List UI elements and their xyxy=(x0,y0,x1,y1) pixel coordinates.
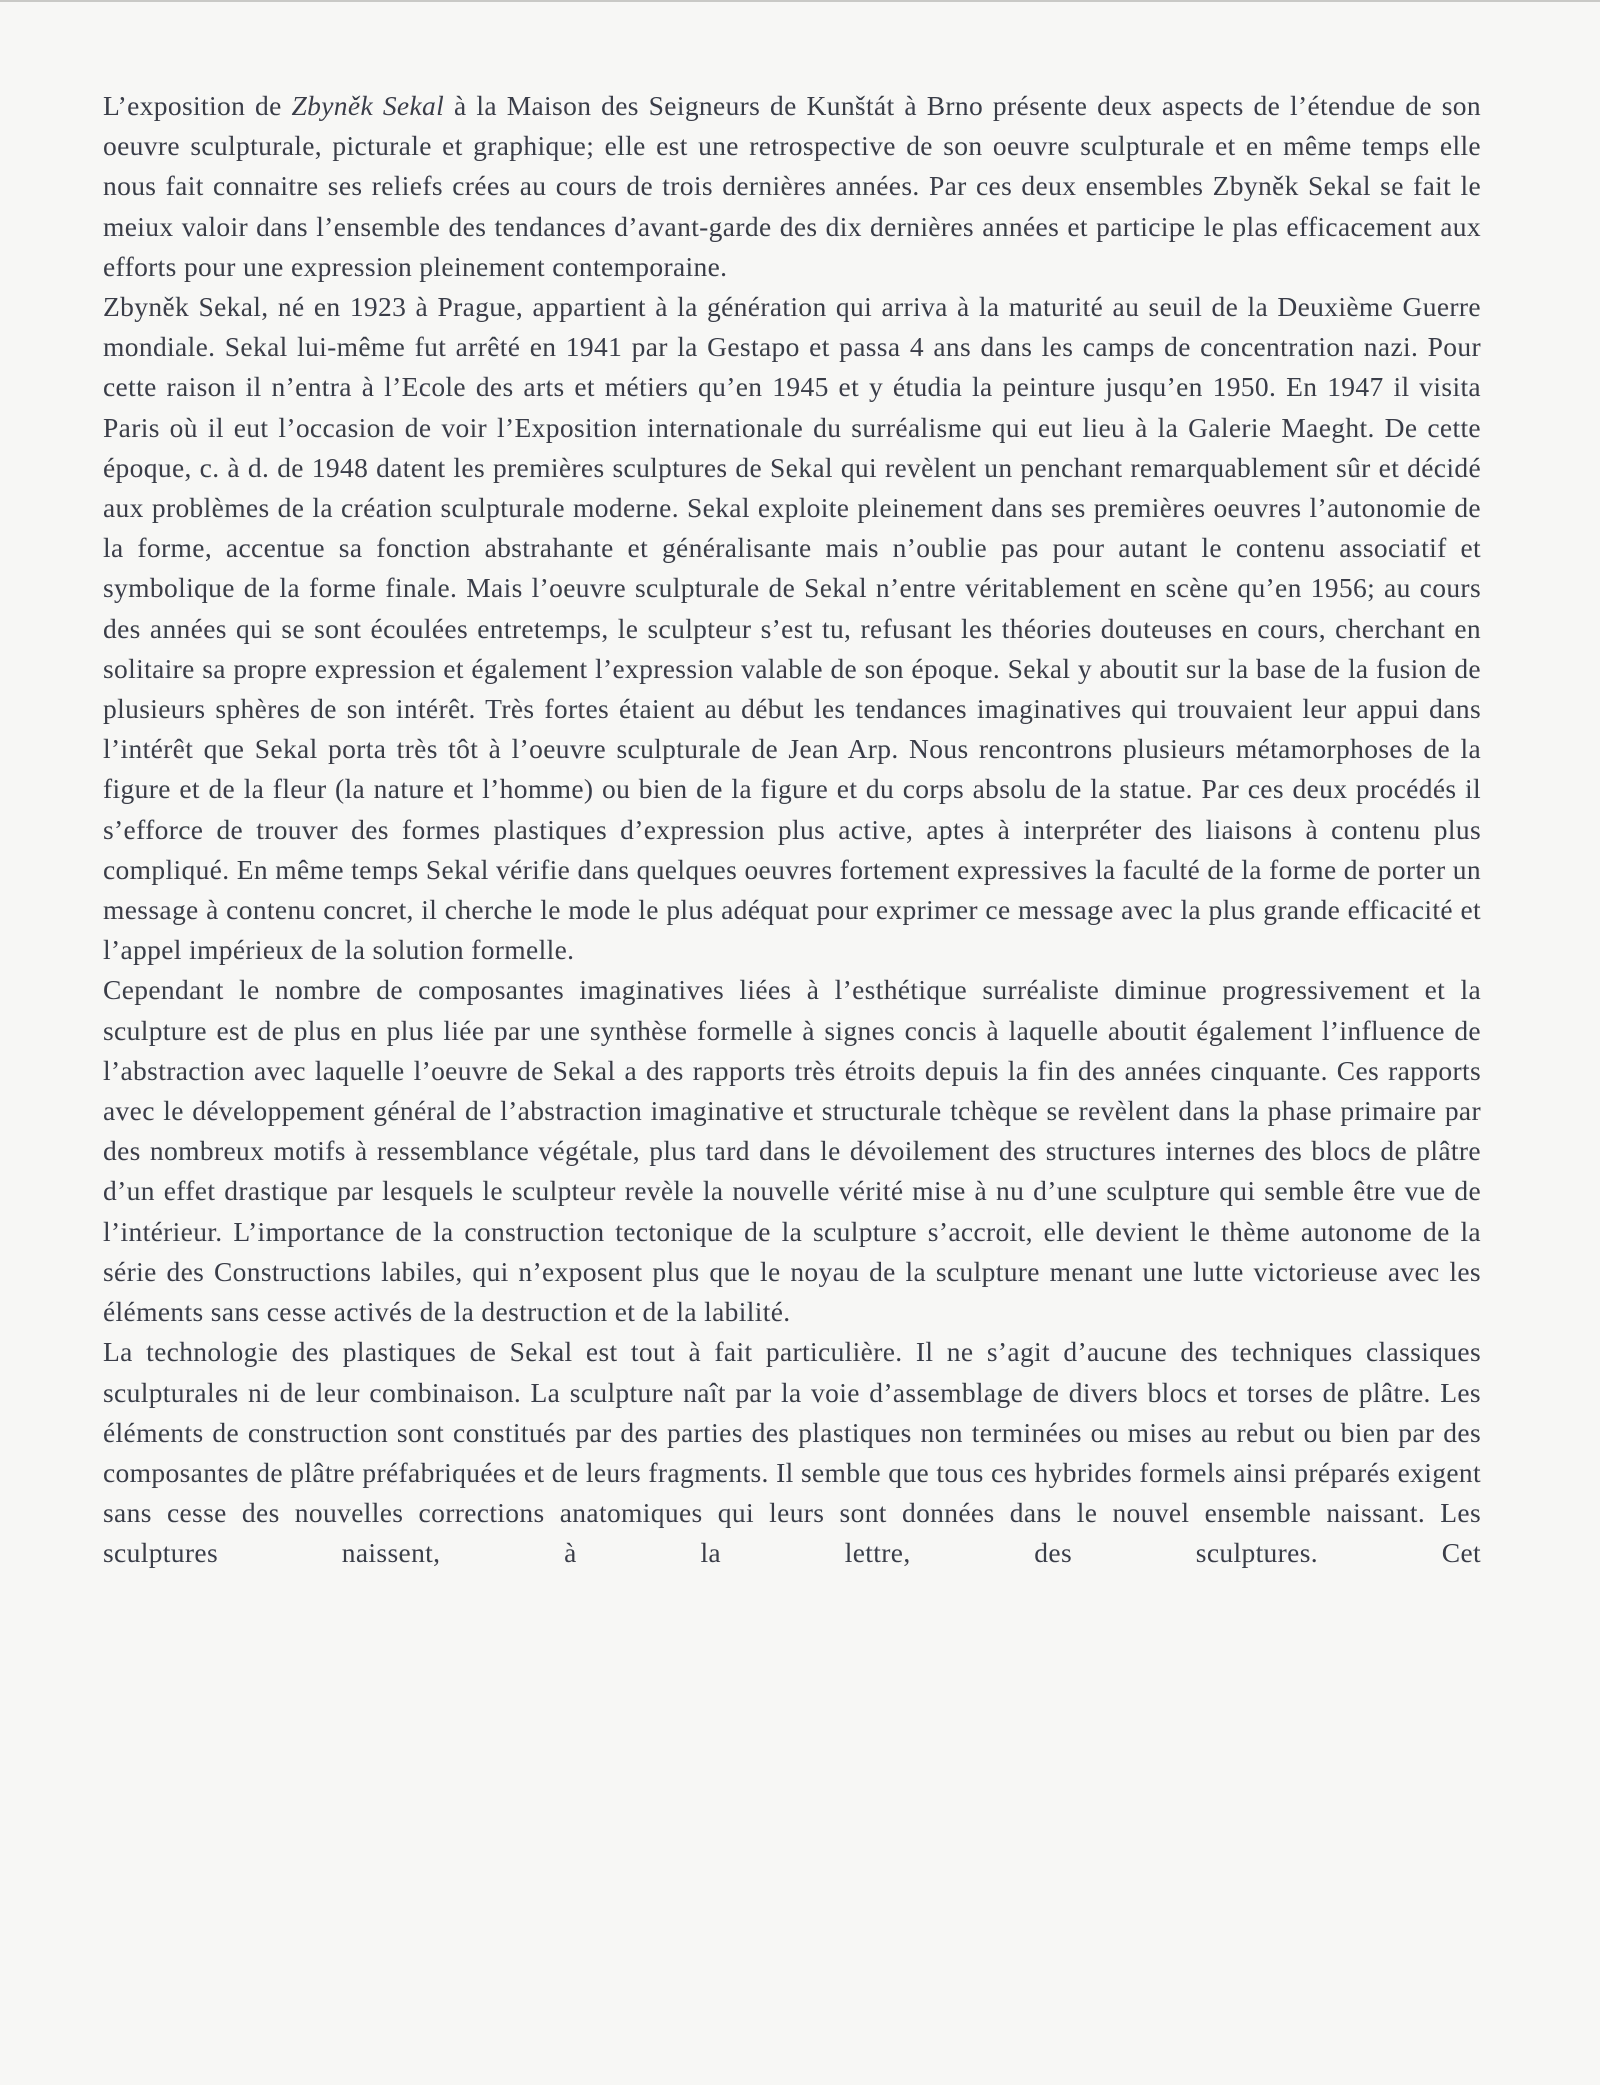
intro-text-rest: à la Maison des Seigneurs de Kunštát à Brno présente deux aspects de l’étendue de son oeuvre sculpturale, picturale et graphique; elle est une retrospective de son oeuvre sculpturale et en même temps elle nous fait connaitre ses reliefs crées au cours de trois dernières années. Par ces deux ensembles Zbyněk Sekal se fait le meiux valoir dans l’ensemble des tendances d’avant-garde des dix dernières années et participe le plas efficacement aux efforts pour une expression pleinement contemporaine. xyxy=(103,90,1481,282)
article-body xyxy=(103,86,1481,1574)
paragraph-abstraction: Cependant le nombre de composantes imaginatives liées à l’esthétique surréaliste diminue progressivement et la sculpture est de plus en plus liée par une synthèse formelle à signes concis à laquelle aboutit également l’influence de l’abstraction avec laquelle l’oeuvre de Sekal a des rapports très étroits depuis la fin des années cinquante. Ces rapports avec le développement général de l’abstraction imaginative et structurale tchèque se revèlent dans la phase primaire par des nombreux motifs à ressemblance végétale, plus tard dans le dévoilement des structures internes des blocs de plâtre d’un effet drastique par lesquels le sculpteur revèle la nouvelle vérité mise à nu d’une sculpture qui semble être vue de l’intérieur. L’importance de la construction tectonique de la sculpture s’accroit, elle devient le thème autonome de la série des Constructions labiles, qui n’exposent plus que le noyau de la sculpture menant une lutte victorieuse avec les éléments sans cesse activés de la destruction et de la labilité. xyxy=(103,974,1481,1328)
top-edge-rule xyxy=(0,0,1600,2)
artist-name-italic: Zbyněk Sekal xyxy=(291,90,445,121)
intro-text-start: L’exposition de xyxy=(103,90,292,121)
paragraph-technology: La technologie des plastiques de Sekal est tout à fait particulière. Il ne s’agit d’aucune des techniques classiques sculpturales ni de leur combinaison. La sculpture naît par la voie d’assemblage de divers blocs et torses de plâtre. Les éléments de construction sont constitués par des parties des plastiques non terminées ou mises au rebut ou bien par des composantes de plâtre préfabriquées et de leurs fragments. Il semble que tous ces hybrides formels ainsi préparés exigent sans cesse des nouvelles corrections anatomiques qui leurs sont données dans le nouvel ensemble naissant. Les sculptures naissent, à la lettre, des sculptures. Cet xyxy=(103,1336,1481,1569)
paragraph-intro xyxy=(103,86,1481,287)
paragraph-biography: Zbyněk Sekal, né en 1923 à Prague, appartient à la génération qui arriva à la maturité au seuil de la Deuxième Guerre mondiale. Sekal lui-même fut arrêté en 1941 par la Gestapo et passa 4 ans dans les camps de concentration nazi. Pour cette raison il n’entra à l’Ecole des arts et métiers qu’en 1945 et y étudia la peinture jusqu’en 1950. En 1947 il visita Paris où il eut l’occasion de voir l’Exposition internationale du surréalisme qui eut lieu à la Galerie Maeght. De cette époque, c. à d. de 1948 datent les premières sculptures de Sekal qui revèlent un penchant remarquablement sûr et décidé aux problèmes de la création sculpturale moderne. Sekal exploite pleinement dans ses premières oeuvres l’autonomie de la forme, accentue sa fonction abstrahante et généralisante mais n’oublie pas pour autant le contenu associatif et symbolique de la forme finale. Mais l’oeuvre sculpturale de Sekal n’entre véritablement en scène qu’en 1956; au cours des années qui se sont écoulées entretemps, le sculpteur s’est tu, refusant les théories douteuses en cours, cherchant en solitaire sa propre expression et également l’expression valable de son époque. Sekal y aboutit sur la base de la fusion de plusieurs sphères de son intérêt. Très fortes étaient au début les tendances imaginatives qui trouvaient leur appui dans l’intérêt que Sekal porta très tôt à l’oeuvre sculpturale de Jean Arp. Nous rencontrons plusieurs métamorphoses de la figure et de la fleur (la nature et l’homme) ou bien de la figure et du corps absolu de la statue. Par ces deux procédés il s’efforce de trouver des formes plastiques d’expression plus active, aptes à interpréter des liaisons à contenu plus compliqué. En même temps Sekal vérifie dans quelques oeuvres fortement expressives la faculté de la forme de porter un message à contenu concret, il cherche le mode le plus adéquat pour exprimer ce message avec la plus grande efficacité et l’appel impérieux de la solution formelle. xyxy=(103,291,1481,966)
